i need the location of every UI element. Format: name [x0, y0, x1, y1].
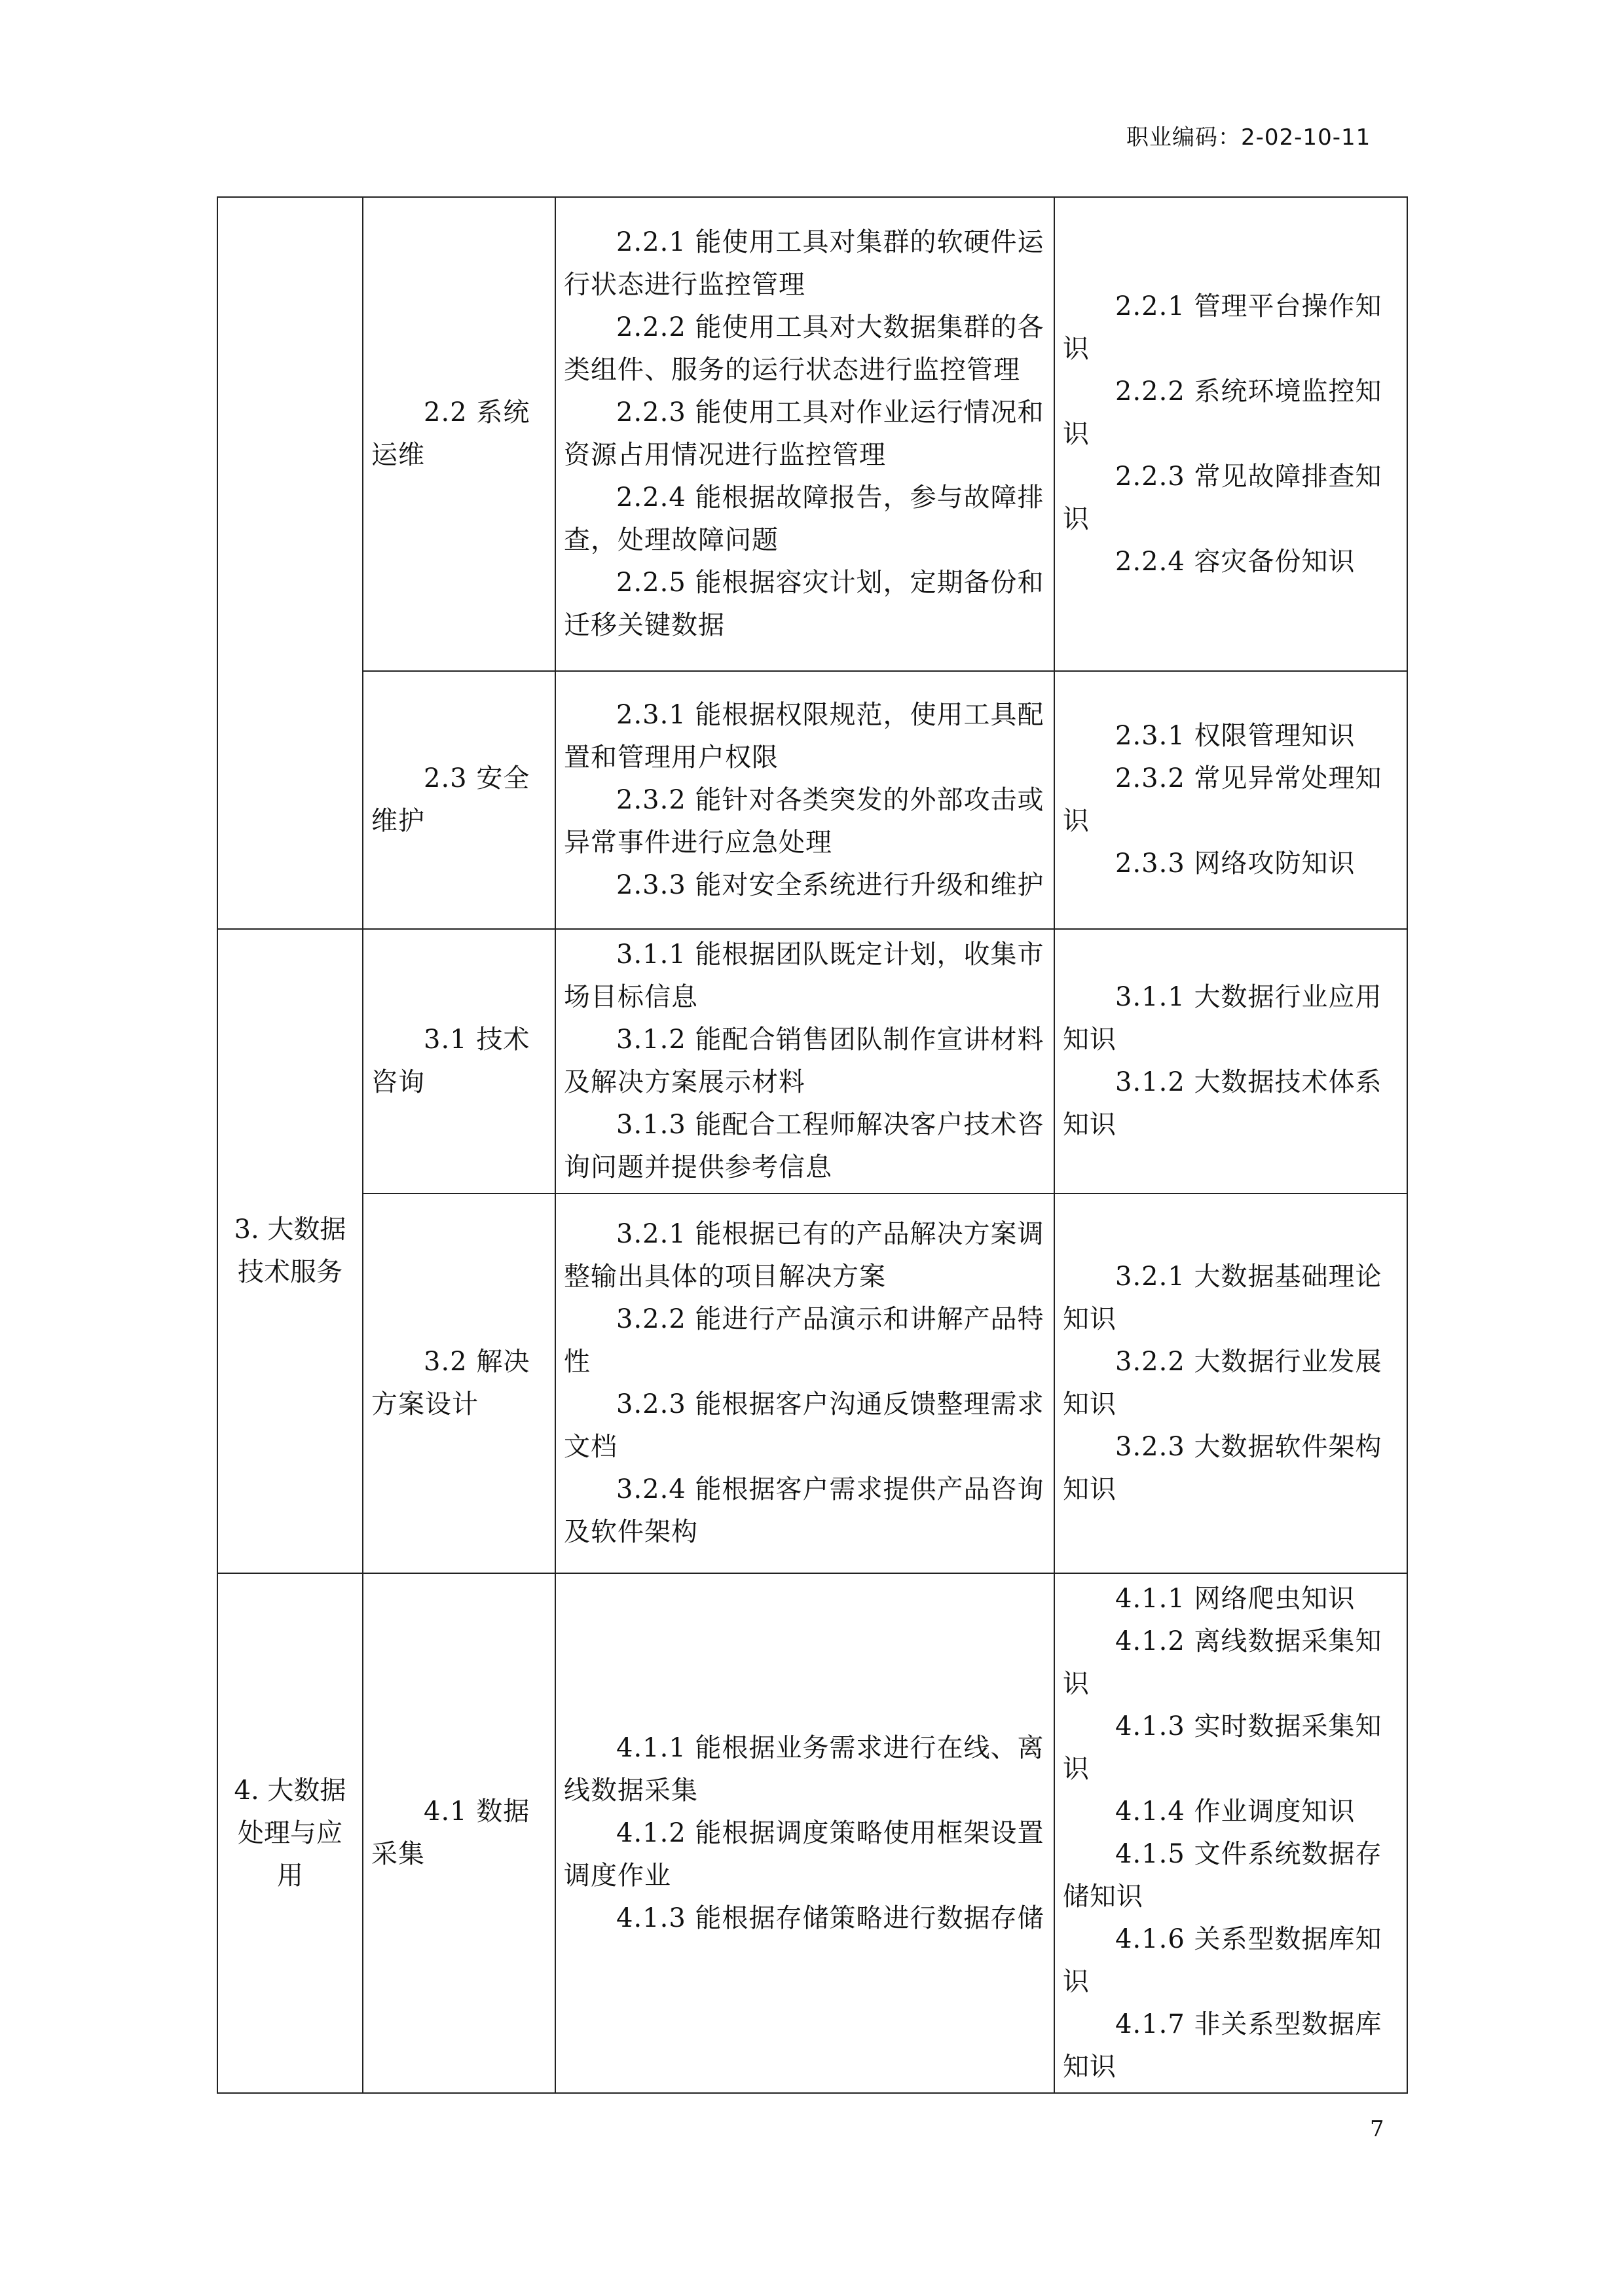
- level2-cell: 4.1 数据采集: [363, 1573, 555, 2093]
- skills-cell: [555, 197, 1054, 671]
- skill-item: 2.3.3 能对安全系统进行升级和维护: [616, 869, 1044, 900]
- knowledge-cell: [1054, 1194, 1407, 1573]
- knowledge-item: 4.1.4 作业调度知识: [1115, 1796, 1356, 1827]
- skills-cell: [555, 1573, 1054, 2093]
- level2-cell: 3.2 解决方案设计: [363, 1194, 555, 1573]
- skill-item: 2.2.1 能使用工具对集群的软硬件运行状态进行监控管理: [564, 227, 1044, 300]
- skill-item: 3.1.2 能配合销售团队制作宣讲材料及解决方案展示材料: [564, 1025, 1044, 1097]
- knowledge-item: 4.1.5 文件系统数据存储知识: [1063, 1839, 1382, 1912]
- table-row: [217, 1194, 1407, 1573]
- knowledge-item: 3.2.2 大数据行业发展知识: [1063, 1347, 1382, 1419]
- level1-cell: 4. 大数据处理与应用: [217, 1573, 363, 2093]
- knowledge-item: 2.2.4 容灾备份知识: [1115, 546, 1356, 577]
- level1-cell: 3. 大数据技术服务: [217, 929, 363, 1573]
- skill-item: 3.1.1 能根据团队既定计划，收集市场目标信息: [564, 939, 1044, 1012]
- level2-cell: 2.2 系统运维: [363, 197, 555, 671]
- occupation-code: 职业编码：2-02-10-11: [1126, 124, 1371, 151]
- knowledge-cell: [1054, 671, 1407, 929]
- knowledge-item: 3.2.1 大数据基础理论知识: [1063, 1262, 1382, 1334]
- knowledge-item: 2.3.1 权限管理知识: [1115, 721, 1356, 751]
- knowledge-item: 2.3.2 常见异常处理知识: [1063, 763, 1382, 836]
- skill-item: 2.2.3 能使用工具对作业运行情况和资源占用情况进行监控管理: [564, 397, 1044, 470]
- skill-item: 3.2.1 能根据已有的产品解决方案调整输出具体的项目解决方案: [564, 1219, 1044, 1292]
- skill-item: 2.2.2 能使用工具对大数据集群的各类组件、服务的运行状态进行监控管理: [564, 312, 1044, 385]
- knowledge-cell: [1054, 197, 1407, 671]
- level2-cell: 3.1 技术咨询: [363, 929, 555, 1194]
- knowledge-item: 4.1.6 关系型数据库知识: [1063, 1924, 1382, 1997]
- level1-cell: [217, 197, 363, 929]
- knowledge-cell: [1054, 929, 1407, 1194]
- skills-cell: [555, 671, 1054, 929]
- knowledge-item: 4.1.3 实时数据采集知识: [1063, 1711, 1382, 1784]
- page-number: 7: [1370, 2116, 1384, 2142]
- knowledge-item: 3.1.2 大数据技术体系知识: [1063, 1067, 1382, 1140]
- skills-cell: [555, 929, 1054, 1194]
- skill-item: 3.2.3 能根据客户沟通反馈整理需求文档: [564, 1389, 1044, 1462]
- skill-item: 2.3.2 能针对各类突发的外部攻击或异常事件进行应急处理: [564, 784, 1044, 858]
- knowledge-item: 2.2.2 系统环境监控知识: [1063, 376, 1382, 449]
- knowledge-item: 4.1.2 离线数据采集知识: [1063, 1626, 1382, 1699]
- skill-item: 4.1.3 能根据存储策略进行数据存储: [616, 1903, 1044, 1933]
- skill-item: 3.2.4 能根据客户需求提供产品咨询及软件架构: [564, 1474, 1044, 1547]
- level2-cell: 2.3 安全维护: [363, 671, 555, 929]
- table-row: [217, 1573, 1407, 2093]
- skill-item: 2.2.5 能根据容灾计划，定期备份和迁移关键数据: [564, 568, 1044, 640]
- skill-item: 2.2.4 能根据故障报告，参与故障排查，处理故障问题: [564, 483, 1044, 555]
- knowledge-item: 2.3.3 网络攻防知识: [1115, 848, 1356, 879]
- skill-item: 2.3.1 能根据权限规范，使用工具配置和管理用户权限: [564, 699, 1044, 773]
- knowledge-item: 2.2.1 管理平台操作知识: [1063, 291, 1382, 364]
- skill-item: 4.1.1 能根据业务需求进行在线、离线数据采集: [564, 1732, 1044, 1806]
- knowledge-cell: [1054, 1573, 1407, 2093]
- table-row: [217, 197, 1407, 671]
- skill-item: 4.1.2 能根据调度策略使用框架设置调度作业: [564, 1817, 1044, 1891]
- knowledge-item: 4.1.7 非关系型数据库知识: [1063, 2009, 1382, 2082]
- skills-cell: [555, 1194, 1054, 1573]
- knowledge-item: 3.2.3 大数据软件架构知识: [1063, 1432, 1382, 1504]
- skill-item: 3.2.2 能进行产品演示和讲解产品特性: [564, 1304, 1044, 1377]
- table-row: [217, 929, 1407, 1194]
- table-row: [217, 671, 1407, 929]
- skill-item: 3.1.3 能配合工程师解决客户技术咨询问题并提供参考信息: [564, 1110, 1044, 1182]
- knowledge-item: 4.1.1 网络爬虫知识: [1115, 1584, 1356, 1614]
- skills-table: [217, 196, 1408, 2094]
- knowledge-item: 2.2.3 常见故障排查知识: [1063, 461, 1382, 534]
- knowledge-item: 3.1.1 大数据行业应用知识: [1063, 982, 1382, 1055]
